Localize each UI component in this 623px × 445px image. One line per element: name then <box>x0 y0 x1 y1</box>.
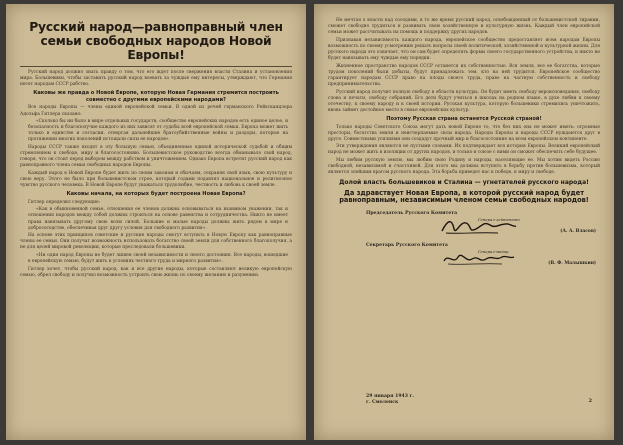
body-paragraph: На основе этих принципов советские и русские народы смогут вступить в Новую Европу как равноправные члены ее семьи. Они получат возможность использовать богатство своей земли для собственного благополучия, а не для целей мировой революции, которые преследовали большевики. <box>20 233 292 251</box>
body-paragraph: Гитлер определил следующие: <box>28 199 101 205</box>
signatory-rank: Генерал-лейтенант <box>478 217 520 223</box>
subheading: Каковы начала, на которых будет построена Новая Европа? <box>66 191 246 198</box>
body-paragraph: Не мечтая о власти над соседями, в то же время русский народ, освобожденный от большевистской тирании, сможет свободно трудиться и развивать свою хозяйственную и культурную жизнь. Каждый член европейской семьи может рассчитывать на помощь и поддержку других народов. <box>328 18 600 36</box>
quote-paragraph: «Сколько бы ни было в мире отдельных государств, сообщество европейских народов есть единое целое, и безопасность и благополучие каждого из них зависят от судьбы всей европейской семьи. Европа может жить только в единстве и согласии, отвергая дальнейшие братоубийственные войны и раздоры, которые на протяжении многих поколений истощали силы ее народов». <box>28 119 288 143</box>
date-place-footer <box>366 394 414 406</box>
left-page <box>6 4 306 440</box>
title-divider <box>20 66 292 67</box>
body-paragraph: Жизненное пространство народов СССР останется их собственностью. Вся земля, все ее богатства, которые трудом поколений были добыты, будут принадлежать тем, кто на ней трудится. Европейское сообщество гарантирует народам СССР право на плоды своего труда, право на частную собственность и свободу предпринимательства. <box>328 63 600 87</box>
signatory-title: Секретарь Русского Комитета <box>366 243 448 249</box>
body-paragraph: Эти утверждения являются не пустыми словами. Их подтверждает вся история Европы. Великий европейский народ не может жить в изоляции от других народов, и только в союзе с ними он сможет обеспечить себе будущее. <box>328 144 600 156</box>
signature-block <box>328 243 600 269</box>
callout-slogan: Да здравствует Новая Европа, в которой русский народ будет равноправным, независимым членом семьи свободных народов! <box>339 188 589 205</box>
body-paragraph: Признавая независимость каждого народа, европейское сообщество предоставляет всем народам Европы возможность по своему усмотрению решать вопросы своей политической, хозяйственной и культурной жизни. Для русского народа это означает, что он сам будет определять формы своего государственного устройства, и никто не будет навязывать ему чуждые ему порядки. <box>328 37 600 62</box>
subheading: Каковы же правда о Новой Европе, которую Новая Германия стремится построить совместно с другими европейскими народами? <box>33 90 279 103</box>
footer-date: 29 января 1943 г. <box>366 394 414 399</box>
signatory-name: (В. Ф. Малышкин) <box>548 261 596 267</box>
signature-block <box>328 211 600 237</box>
right-page <box>314 4 614 440</box>
body-paragraph: Мы любим русскую землю, мы любим свою Родину и народы, населяющие ее. Мы хотим видеть Россию свободной, независимой и счастливой. Для этого мы должны вступить в борьбу против большевизма, который является злейшим врагом русского народа. Эта борьба приведет нас к победе, к миру и свободе. <box>328 157 600 176</box>
quote-paragraph: «Как в обыкновенной семье, отношения ее членов должны основываться на взаимном уважении, так и отношения народов между собой должны строиться на основе равенства и сотрудничества. Никто не имеет права навязывать другому свою волю силой. Большие и малые народы должны жить рядом в мире и добрососедстве, обеспечивая друг другу условия для свободного развития». <box>28 207 288 231</box>
signatory-rank: Генерал-майор <box>478 249 509 255</box>
page-number: 2 <box>588 398 592 404</box>
body-paragraph: Гитлер хочет, чтобы русский народ, как и все другие народы, которые составляют великую европейскую семью, обрел свободу и получил возможность устроить свою жизнь по своему желанию и разумению. <box>20 266 292 278</box>
handwritten-signature-icon <box>438 247 518 269</box>
signatory-name: (А. А. Власов) <box>560 229 596 235</box>
body-paragraph: Все народы Европы — члены единой европейской семьи. В одной из речей германского Рейхсканцлера Адольфа Гитлера сказано: <box>20 105 292 117</box>
footer-place: г. Смоленск <box>366 400 399 405</box>
body-paragraph: Народы СССР также входят в эту большую семью, объединенные единой исторической судьбой и общим стремлением к свободе, миру и благосостоянию. Большевистское руководство всегда обманывало свой народ, говоря, что он стоит перед выбором между рабством и уничтожением. Однако Европа встретит русский народ как равноправного члена семьи свободных народов Европы. <box>20 145 292 169</box>
body-paragraph: Каждый народ в Новой Европе будет жить по своим законам и обычаям, сохраняя свой язык, свою культуру и свою веру. Этого не было при большевистском строе, который годами подавлял национальное и религиозное чувство русского человека. В Новой Европе будут уважаться трудолюбие, честность и любовь к своей земле. <box>20 170 292 189</box>
page-title: Русский народ—равноправный член семьи свободных народов Новой Европы! <box>29 20 283 62</box>
body-paragraph: Только народы Советского Союза могут дать новой Европе то, что без них она не может иметь: огромные просторы, богатства земли и неисчерпаемые силы народа. Народы Европы и народы СССР нуждаются друг в друге. Совместными усилиями они создадут прочный мир и благосостояние на всем европейском континенте. <box>328 124 600 142</box>
handwritten-signature-icon <box>438 215 518 237</box>
intro-paragraph: Русский народ должно знать правду о том, что его ждет после свержения власти Сталина и установления мира. Большевики, чтобы заставить русский народ воевать за чуждые ему интересы, утверждают, что Германия несет народам СССР рабство. <box>20 70 292 88</box>
signatory-title: Председатель Русского Комитета <box>366 211 458 217</box>
callout-slogan: Долой власть большевиков и Сталина — угнетателей русского народа! <box>339 179 589 187</box>
body-paragraph: Русский народ получит полную свободу в области культуры. Он будет иметь свободу вероисповедания, свободу слова и печати, свободу собраний. Его дети будут учиться в школах на родном языке, в духе любви к своему отечеству, к своему народу и к своей истории. Русская культура, которую большевики стремились уничтожить, вновь займет достойное место в семье европейских культур. <box>328 89 600 113</box>
subheading: Поэтому Русская страна останется Русской страной! <box>386 115 542 122</box>
quote-paragraph: «Ни один народ Европы не будет лишен своей независимости и своего достояния. Все народы, вошедшие в европейскую семью, будут жить в условиях честного труда и мирного развития». <box>28 253 288 265</box>
